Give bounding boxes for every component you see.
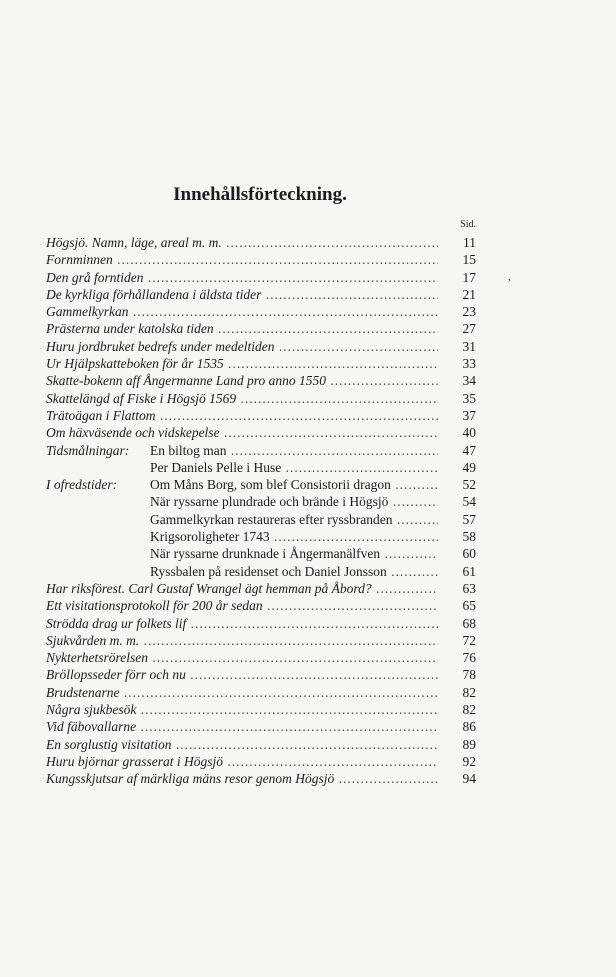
toc-entry bbox=[46, 718, 476, 735]
toc-page-number: 31 bbox=[462, 338, 476, 354]
toc-entry bbox=[46, 269, 476, 286]
toc-entry bbox=[46, 355, 476, 372]
toc-page-number: 89 bbox=[462, 736, 476, 752]
toc-entry bbox=[46, 580, 476, 597]
toc-page-number: 17 bbox=[462, 269, 476, 285]
toc-entry-title: Högsjö. Namn, läge, areal m. m. ..... bbox=[46, 234, 438, 251]
toc-entry bbox=[46, 736, 476, 753]
toc-entry bbox=[46, 545, 476, 562]
toc-entry-title: De kyrkliga förhållandena i äldsta tider ..... bbox=[46, 286, 438, 303]
toc-entry-title: När ryssarne plundrade och brände i Högsjö ..... bbox=[150, 493, 438, 510]
toc-entry bbox=[46, 338, 476, 355]
toc-page-number: 34 bbox=[462, 373, 476, 389]
toc-page-number: 76 bbox=[462, 650, 476, 666]
toc-entry bbox=[46, 563, 476, 580]
toc-entry bbox=[46, 770, 476, 787]
toc-entry-title: Ryssbalen på residenset och Daniel Jonsson ..... bbox=[150, 563, 438, 580]
toc-section-label: Tidsmålningar: bbox=[46, 442, 130, 458]
toc-entry bbox=[46, 459, 476, 476]
toc-entry bbox=[46, 597, 476, 614]
toc-entry bbox=[46, 684, 476, 701]
toc-page-number: 94 bbox=[462, 771, 476, 787]
toc-page-number: 21 bbox=[462, 286, 476, 302]
toc-page-number: 49 bbox=[462, 459, 476, 475]
toc-entry bbox=[46, 615, 476, 632]
toc-entry-title: En biltog man ..... bbox=[150, 442, 438, 459]
toc-section-label: I ofredstider: bbox=[46, 477, 118, 493]
toc-entry-title: Några sjukbesök ..... bbox=[46, 701, 438, 718]
toc-page-number: 82 bbox=[462, 702, 476, 718]
toc-entry-title: Per Daniels Pelle i Huse ..... bbox=[150, 459, 438, 476]
toc-page-number: 27 bbox=[462, 321, 476, 337]
toc-entry-title: Ett visitationsprotokoll för 200 år sedan ..... bbox=[46, 597, 438, 614]
toc-page-number: 15 bbox=[462, 252, 476, 268]
toc-entry-title: Har riksförest. Carl Gustaf Wrangel ägt hemman på Åbord? ..... bbox=[46, 580, 438, 597]
toc-entry bbox=[46, 701, 476, 718]
toc-page-number: 52 bbox=[462, 477, 476, 493]
toc-entry-title: Brudstenarne ..... bbox=[46, 684, 438, 701]
toc-page-number: 61 bbox=[462, 563, 476, 579]
toc-entry bbox=[46, 320, 476, 337]
toc-page-number: 63 bbox=[462, 580, 476, 596]
toc-entry bbox=[46, 303, 476, 320]
toc-entry bbox=[46, 476, 476, 493]
toc-entry-title: När ryssarne drunknade i Ångermanälfven ..... bbox=[150, 545, 438, 562]
toc-page-number: 92 bbox=[462, 753, 476, 769]
toc-entry bbox=[46, 251, 476, 268]
toc-page-number: 54 bbox=[462, 494, 476, 510]
toc-entry bbox=[46, 511, 476, 528]
toc-entry bbox=[46, 528, 476, 545]
toc-entry-title: Gammelkyrkan restaureras efter ryssbranden ..... bbox=[150, 511, 438, 528]
toc-entry bbox=[46, 407, 476, 424]
toc-entry bbox=[46, 493, 476, 510]
toc-entry-title: Skattelängd af Fiske i Högsjö 1569 ..... bbox=[46, 390, 438, 407]
toc-entry bbox=[46, 649, 476, 666]
toc-entry-title: Den grå forntiden ..... bbox=[46, 269, 438, 286]
toc-page-number: 82 bbox=[462, 684, 476, 700]
toc-entry-title: Om Måns Borg, som blef Consistorii dragon ..... bbox=[150, 476, 438, 493]
toc-page-number: 72 bbox=[462, 632, 476, 648]
table-of-contents bbox=[46, 234, 476, 788]
toc-page-number: 57 bbox=[462, 511, 476, 527]
toc-entry-title: Huru jordbruket bedrefs under medeltiden ..... bbox=[46, 338, 438, 355]
toc-entry-title: En sorglustig visitation ..... bbox=[46, 736, 438, 753]
toc-page-number: 65 bbox=[462, 598, 476, 614]
toc-page-number: 11 bbox=[463, 235, 476, 250]
page-title: Innehållsförteckning. bbox=[173, 184, 347, 205]
toc-entry bbox=[46, 666, 476, 683]
toc-page-number: 78 bbox=[462, 667, 476, 683]
toc-page-number: 60 bbox=[462, 546, 476, 562]
toc-entry-title: Strödda drag ur folkets lif ..... bbox=[46, 615, 438, 632]
toc-page-number: 23 bbox=[462, 304, 476, 320]
toc-page-number: 86 bbox=[462, 719, 476, 735]
toc-entry bbox=[46, 234, 476, 251]
toc-entry-title: Huru björnar grasserat i Högsjö ..... bbox=[46, 753, 438, 770]
toc-page-number: 37 bbox=[462, 407, 476, 423]
toc-entry-title: Ur Hjälpskatteboken för år 1535 ..... bbox=[46, 355, 438, 372]
toc-entry-title: Vid fäbovallarne ..... bbox=[46, 718, 438, 735]
toc-entry-title: Fornminnen ..... bbox=[46, 251, 438, 268]
toc-page-number: 47 bbox=[462, 442, 476, 458]
toc-entry-title: Sjukvården m. m. ..... bbox=[46, 632, 438, 649]
toc-entry bbox=[46, 632, 476, 649]
toc-entry bbox=[46, 442, 476, 459]
toc-page-number: 33 bbox=[462, 356, 476, 372]
toc-entry-title: Om häxväsende och vidskepelse ..... bbox=[46, 424, 438, 441]
toc-entry-title: Gammelkyrkan ..... bbox=[46, 303, 438, 320]
toc-page-number: 68 bbox=[462, 615, 476, 631]
toc-entry-title: Prästerna under katolska tiden ..... bbox=[46, 320, 438, 337]
toc-entry-title: Kungsskjutsar af märkliga mäns resor genom Högsjö ..... bbox=[46, 770, 438, 787]
toc-entry-title: Trätoägan i Flattom ..... bbox=[46, 407, 438, 424]
toc-entry-title: Bröllopsseder förr och nu ..... bbox=[46, 666, 438, 683]
toc-page-number: 35 bbox=[462, 390, 476, 406]
page-column-header: Sid. bbox=[460, 219, 476, 230]
toc-entry bbox=[46, 424, 476, 441]
toc-entry bbox=[46, 372, 476, 389]
toc-entry-title: Nykterhetsrörelsen ..... bbox=[46, 649, 438, 666]
toc-entry bbox=[46, 390, 476, 407]
toc-page-number: 40 bbox=[462, 425, 476, 441]
stray-mark: , bbox=[508, 272, 511, 283]
toc-entry bbox=[46, 753, 476, 770]
toc-entry bbox=[46, 286, 476, 303]
toc-entry-title: Krigsoroligheter 1743 ..... bbox=[150, 528, 438, 545]
toc-page-number: 58 bbox=[462, 529, 476, 545]
toc-entry-title: Skatte-bokenn aff Ångermanne Land pro anno 1550 ..... bbox=[46, 372, 438, 389]
